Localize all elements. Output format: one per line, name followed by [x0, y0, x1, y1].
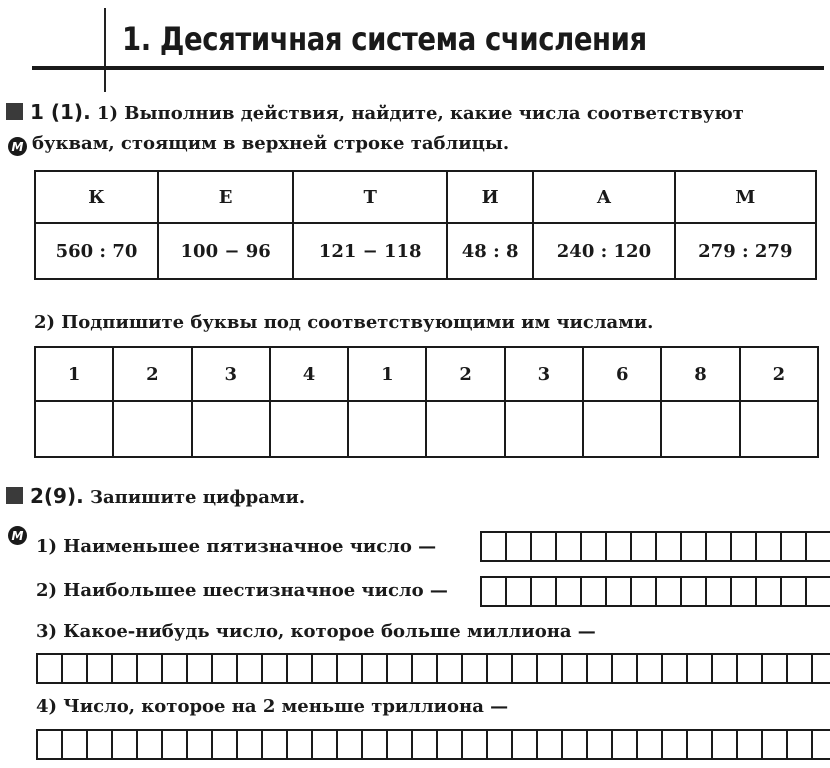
digit-box[interactable] [111, 729, 138, 760]
digit-box[interactable] [811, 653, 830, 684]
number-cell: 4 [270, 347, 348, 401]
digit-box[interactable] [361, 653, 388, 684]
digit-box[interactable] [611, 653, 638, 684]
digit-box[interactable] [36, 653, 63, 684]
answer-boxes-4[interactable] [36, 729, 830, 760]
digit-box[interactable] [611, 729, 638, 760]
digit-box[interactable] [486, 729, 513, 760]
digit-box[interactable] [236, 653, 263, 684]
digit-box[interactable] [61, 729, 88, 760]
expressions-row [35, 223, 816, 279]
digit-box[interactable] [261, 729, 288, 760]
digit-box[interactable] [336, 729, 363, 760]
digit-box[interactable] [311, 729, 338, 760]
digit-box[interactable] [336, 653, 363, 684]
digit-box[interactable] [655, 576, 682, 607]
number-cell: 6 [583, 347, 661, 401]
digit-box[interactable] [730, 531, 757, 562]
m-circle-icon: М [8, 137, 27, 156]
number-cell: 3 [505, 347, 583, 401]
digit-box[interactable] [136, 653, 163, 684]
digit-box[interactable] [686, 729, 713, 760]
digit-box[interactable] [630, 576, 657, 607]
digit-box[interactable] [636, 653, 663, 684]
letter-cell: Е [158, 171, 293, 223]
task2-text: Запишите цифрами. [90, 487, 306, 508]
digit-box[interactable] [786, 653, 813, 684]
digit-box[interactable] [561, 653, 588, 684]
m-circle-icon: М [8, 526, 27, 545]
digit-box[interactable] [211, 653, 238, 684]
answer-cell[interactable] [35, 401, 113, 457]
letter-cell: Т [293, 171, 447, 223]
answer-row [35, 401, 818, 457]
digit-box[interactable] [586, 653, 613, 684]
digit-box[interactable] [386, 653, 413, 684]
digit-box[interactable] [761, 729, 788, 760]
digit-box[interactable] [530, 576, 557, 607]
digit-box[interactable] [480, 531, 507, 562]
digit-box[interactable] [511, 729, 538, 760]
digit-box[interactable] [580, 576, 607, 607]
task2-item-1: 1) Наименьшее пятизначное число — [36, 536, 437, 557]
answer-cell[interactable] [505, 401, 583, 457]
answer-cell[interactable] [583, 401, 661, 457]
digit-box[interactable] [480, 576, 507, 607]
digit-box[interactable] [805, 576, 830, 607]
digit-box[interactable] [386, 729, 413, 760]
digit-box[interactable] [580, 531, 607, 562]
letter-cell: М [675, 171, 816, 223]
digit-box[interactable] [86, 729, 113, 760]
digit-box[interactable] [555, 576, 582, 607]
digit-box[interactable] [511, 653, 538, 684]
digit-box[interactable] [505, 576, 532, 607]
answer-cell[interactable] [661, 401, 739, 457]
digit-box[interactable] [111, 653, 138, 684]
letters-expressions-table [34, 170, 817, 280]
digit-box[interactable] [161, 729, 188, 760]
task2-number: 2(9). [30, 484, 84, 508]
task-marker-square-icon [6, 487, 23, 504]
digit-box[interactable] [536, 653, 563, 684]
task1-text-line1: Выполнив действия, найдите, какие числа соответствуют [124, 103, 744, 124]
number-cell: 2 [113, 347, 191, 401]
digit-box[interactable] [755, 531, 782, 562]
numbers-letters-table [34, 346, 819, 458]
digit-box[interactable] [86, 653, 113, 684]
digit-box[interactable] [136, 729, 163, 760]
digit-box[interactable] [661, 729, 688, 760]
expression-cell: 279 : 279 [675, 223, 816, 279]
digit-box[interactable] [605, 531, 632, 562]
digit-box[interactable] [536, 729, 563, 760]
answer-cell[interactable] [113, 401, 191, 457]
digit-box[interactable] [561, 729, 588, 760]
number-cell: 1 [35, 347, 113, 401]
digit-box[interactable] [711, 653, 738, 684]
answer-cell[interactable] [192, 401, 270, 457]
answer-cell[interactable] [740, 401, 818, 457]
number-cell: 2 [426, 347, 504, 401]
digit-box[interactable] [361, 729, 388, 760]
digit-box[interactable] [655, 531, 682, 562]
number-cell: 3 [192, 347, 270, 401]
digit-box[interactable] [436, 729, 463, 760]
numbers-row [35, 347, 818, 401]
digit-box[interactable] [761, 653, 788, 684]
digit-box[interactable] [286, 653, 313, 684]
digit-box[interactable] [261, 653, 288, 684]
digit-box[interactable] [161, 653, 188, 684]
digit-box[interactable] [711, 729, 738, 760]
digit-box[interactable] [411, 729, 438, 760]
task1-part1-number: 1) [96, 103, 119, 124]
digit-box[interactable] [211, 729, 238, 760]
digit-box[interactable] [736, 729, 763, 760]
digit-box[interactable] [411, 653, 438, 684]
digit-box[interactable] [736, 653, 763, 684]
digit-box[interactable] [505, 531, 532, 562]
digit-box[interactable] [605, 576, 632, 607]
task1-part2-text: 2) Подпишите буквы под соответствующими им числами. [34, 312, 654, 333]
task2-heading [30, 484, 305, 508]
digit-box[interactable] [730, 576, 757, 607]
page-title: 1. Десятичная система счисления [122, 20, 647, 58]
task2-item-2: 2) Наибольшее шестизначное число — [36, 580, 448, 601]
digit-box[interactable] [636, 729, 663, 760]
digit-box[interactable] [286, 729, 313, 760]
task2-item-3: 3) Какое-нибудь число, которое больше миллиона — [36, 621, 596, 642]
digit-box[interactable] [236, 729, 263, 760]
digit-box[interactable] [486, 653, 513, 684]
digit-box[interactable] [186, 653, 213, 684]
number-cell: 1 [348, 347, 426, 401]
digit-box[interactable] [705, 531, 732, 562]
digit-box[interactable] [686, 653, 713, 684]
digit-box[interactable] [705, 576, 732, 607]
digit-box[interactable] [811, 729, 830, 760]
digit-box[interactable] [311, 653, 338, 684]
digit-box[interactable] [661, 653, 688, 684]
digit-box[interactable] [786, 729, 813, 760]
digit-box[interactable] [680, 576, 707, 607]
task-marker-square-icon [6, 103, 23, 120]
answer-boxes-1[interactable] [480, 531, 830, 562]
answer-cell[interactable] [348, 401, 426, 457]
digit-box[interactable] [461, 729, 488, 760]
title-underline [32, 66, 824, 70]
number-cell: 2 [740, 347, 818, 401]
digit-box[interactable] [755, 576, 782, 607]
digit-box[interactable] [630, 531, 657, 562]
digit-box[interactable] [61, 653, 88, 684]
answer-boxes-3[interactable] [36, 653, 830, 684]
digit-box[interactable] [586, 729, 613, 760]
letter-cell: К [35, 171, 158, 223]
expression-cell: 560 : 70 [35, 223, 158, 279]
digit-box[interactable] [530, 531, 557, 562]
answer-boxes-2[interactable] [480, 576, 830, 607]
letters-row [35, 171, 816, 223]
digit-box[interactable] [36, 729, 63, 760]
digit-box[interactable] [805, 531, 830, 562]
digit-box[interactable] [780, 576, 807, 607]
digit-box[interactable] [461, 653, 488, 684]
expression-cell: 121 − 118 [293, 223, 447, 279]
task1-text-line2: буквам, стоящим в верхней строке таблицы. [32, 133, 510, 154]
header-vertical-rule [104, 8, 106, 92]
expression-cell: 100 − 96 [158, 223, 293, 279]
expression-cell: 48 : 8 [447, 223, 533, 279]
task2-item-4: 4) Число, которое на 2 меньше триллиона — [36, 696, 509, 717]
answer-cell[interactable] [426, 401, 504, 457]
digit-box[interactable] [555, 531, 582, 562]
task1-heading [30, 100, 744, 124]
digit-box[interactable] [680, 531, 707, 562]
digit-box[interactable] [186, 729, 213, 760]
answer-cell[interactable] [270, 401, 348, 457]
letter-cell: И [447, 171, 533, 223]
digit-box[interactable] [436, 653, 463, 684]
number-cell: 8 [661, 347, 739, 401]
expression-cell: 240 : 120 [533, 223, 674, 279]
letter-cell: А [533, 171, 674, 223]
digit-box[interactable] [780, 531, 807, 562]
task1-number: 1 (1). [30, 100, 91, 124]
